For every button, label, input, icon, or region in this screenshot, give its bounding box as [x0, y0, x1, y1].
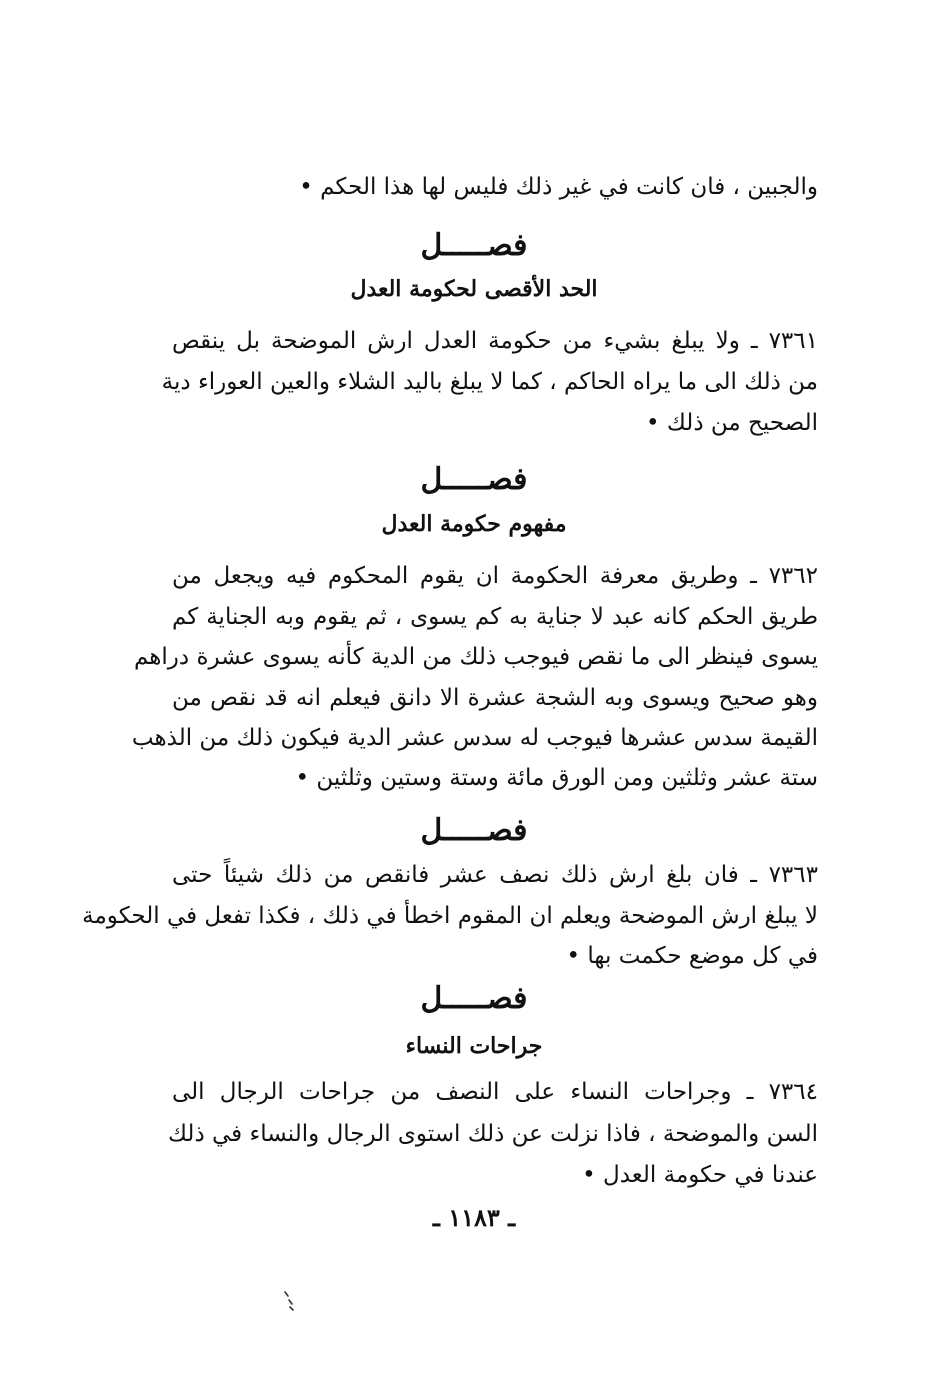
paragraph-line: من ذلك الى ما يراه الحاكم ، كما لا يبلغ باليد الشلاء والعين العوراء دية — [161, 369, 818, 395]
paragraph-line: الصحيح من ذلك • — [646, 410, 818, 436]
paragraph-line: القيمة سدس عشرها فيوجب له سدس عشر الدية فيكون ذلك من الذهب — [131, 725, 818, 751]
paragraph-line: ٧٣٦١ ـ ولا يبلغ بشيء من حكومة العدل ارش الموضحة بل ينقص — [172, 328, 818, 354]
scan-speck-icon — [282, 1290, 296, 1312]
paragraph-line: وهو صحيح ويسوى وبه الشجة عشرة الا دانق فيعلم انه قد نقص من — [172, 685, 818, 711]
section-marker-3: فصـــــل — [420, 813, 528, 848]
section-heading-4: جراحات النساء — [405, 1033, 543, 1059]
paragraph-line: ٧٣٦٢ ـ وطريق معرفة الحكومة ان يقوم المحكوم فيه ويجعل من — [172, 563, 818, 589]
section-marker-1: فصـــــل — [420, 228, 528, 263]
paragraph-line: السن والموضحة ، فاذا نزلت عن ذلك استوى الرجال والنساء في ذلك — [168, 1121, 818, 1147]
paragraph-line: طريق الحكم كانه عبد لا جناية به كم يسوى ، ثم يقوم وبه الجناية كم — [172, 604, 818, 630]
section-heading-2: مفهوم حكومة العدل — [381, 511, 567, 537]
paragraph-line: في كل موضع حكمت بها • — [566, 943, 818, 969]
paragraph-line: ستة عشر وثلثين ومن الورق مائة وستة وستين وثلثين • — [295, 765, 818, 791]
section-marker-4: فصـــــل — [420, 981, 528, 1016]
paragraph-line: ٧٣٦٣ ـ فان بلغ ارش ذلك نصف عشر فانقص من ذلك شيئاً حتى — [172, 862, 818, 888]
paragraph-line: ٧٣٦٤ ـ وجراحات النساء على النصف من جراحات الرجال الى — [172, 1079, 818, 1105]
section-marker-2: فصـــــل — [420, 462, 528, 497]
paragraph-line: لا يبلغ ارش الموضحة ويعلم ان المقوم اخطأ في ذلك ، فكذا تفعل في الحكومة — [82, 903, 818, 929]
paragraph-line: عندنا في حكومة العدل • — [582, 1162, 818, 1188]
paragraph-line: يسوى فينظر الى ما نقص فيوجب ذلك من الدية كأنه يسوى عشرة دراهم — [133, 644, 818, 670]
page-number: ـ ١١٨٣ ـ — [432, 1203, 516, 1232]
intro-line: والجبين ، فان كانت في غير ذلك فليس لها هذا الحكم • — [299, 174, 818, 200]
section-heading-1: الحد الأقصى لحكومة العدل — [350, 276, 598, 302]
